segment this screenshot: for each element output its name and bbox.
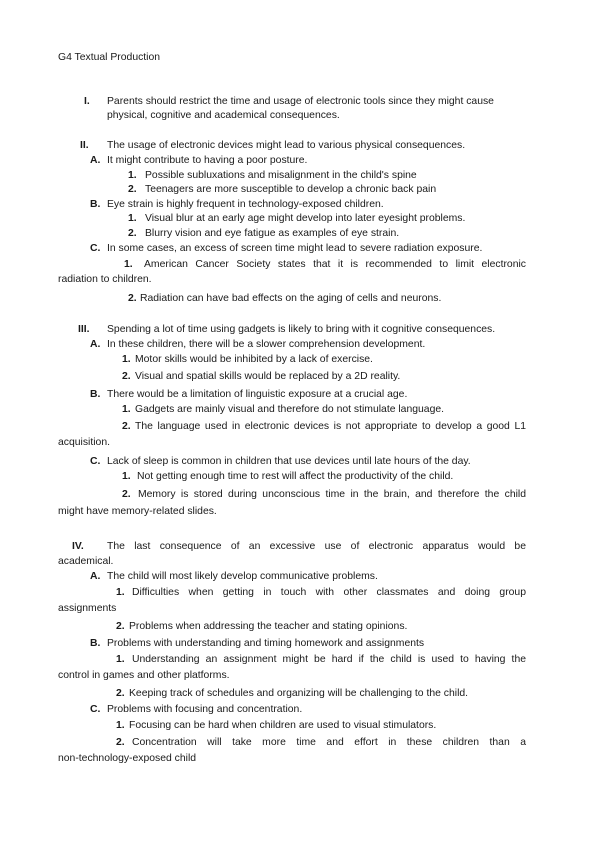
section-ii-numeral: II. — [80, 140, 89, 151]
section-iii-b-1-text: Gadgets are mainly visual and therefore do not stimulate language. — [135, 404, 445, 415]
section-iii-a-text: In these children, there will be a slower comprehension development. — [107, 339, 426, 350]
section-iii-c-2-num: 2. — [122, 489, 131, 500]
section-iii-a-2-num: 2. — [122, 371, 131, 382]
section-ii-b-2-text: Blurry vision and eye fatigue as examples of eye strain. — [145, 228, 400, 239]
section-iii-a-1-text: Motor skills would be inhibited by a lack of exercise. — [135, 354, 373, 365]
section-iii-b-2-cont: acquisition. — [58, 437, 110, 448]
section-iii-heading: Spending a lot of time using gadgets is likely to bring with it cognitive consequences. — [107, 324, 496, 335]
section-iv-heading-cont: academical. — [58, 556, 114, 567]
section-iv-a-text: The child will most likely develop communicative problems. — [107, 571, 378, 582]
section-i-line-2: physical, cognitive and academical consequences. — [107, 110, 340, 121]
section-iii-b-1-num: 1. — [122, 404, 131, 415]
section-iv-c-letter: C. — [90, 704, 101, 715]
section-ii-a-2-text: Teenagers are more susceptible to develop a chronic back pain — [145, 184, 437, 195]
section-ii-c-text: In some cases, an excess of screen time might lead to severe radiation exposure. — [107, 243, 483, 254]
section-ii-a-letter: A. — [90, 155, 101, 166]
section-ii-c-1-cont: radiation to children. — [58, 274, 152, 285]
section-ii-c-letter: C. — [90, 243, 101, 254]
section-ii-heading: The usage of electronic devices might lead to various physical consequences. — [107, 140, 466, 151]
section-iv-b-text: Problems with understanding and timing homework and assignments — [107, 638, 425, 649]
section-iv-b-1-num: 1. — [116, 654, 125, 665]
section-ii-a-1-num: 1. — [128, 170, 137, 181]
section-iv-a-letter: A. — [90, 571, 101, 582]
section-ii-b-1-num: 1. — [128, 213, 137, 224]
section-iii-b-letter: B. — [90, 389, 101, 400]
section-iii-a-2-text: Visual and spatial skills would be replaced by a 2D reality. — [135, 371, 401, 382]
section-ii-a-2-num: 2. — [128, 184, 137, 195]
section-iii-a-1-num: 1. — [122, 354, 131, 365]
section-iii-b-2-num: 2. — [122, 421, 131, 432]
section-ii-a-1-text: Possible subluxations and misalignment in the child's spine — [145, 170, 417, 181]
section-ii-c-2-num: 2. — [128, 293, 137, 304]
section-ii-b-text: Eye strain is highly frequent in technology-exposed children. — [107, 199, 384, 210]
section-iv-numeral: IV. — [72, 541, 84, 552]
section-iv-c-2-num: 2. — [116, 737, 125, 748]
section-iv-b-1-text: Understanding an assignment might be hard if the child is used to having the — [132, 654, 526, 665]
section-iv-b-2-num: 2. — [116, 688, 125, 699]
section-ii-b-1-text: Visual blur at an early age might develop into later eyesight problems. — [145, 213, 466, 224]
section-iv-heading: The last consequence of an excessive use of electronic apparatus would be — [107, 541, 526, 552]
section-iv-b-letter: B. — [90, 638, 101, 649]
section-iii-c-text: Lack of sleep is common in children that use devices until late hours of the day. — [107, 456, 471, 467]
section-iv-a-1-cont: assignments — [58, 603, 117, 614]
section-i-numeral: I. — [84, 96, 90, 107]
section-iii-b-text: There would be a limitation of linguistic exposure at a crucial age. — [107, 389, 408, 400]
section-iii-c-1-num: 1. — [122, 471, 131, 482]
section-iv-b-1-cont: control in games and other platforms. — [58, 670, 230, 681]
section-iv-c-2-cont: non-technology-exposed child — [58, 753, 197, 764]
section-iii-c-1-text: Not getting enough time to rest will affect the productivity of the child. — [137, 471, 454, 482]
section-iv-a-2-text: Problems when addressing the teacher and stating opinions. — [129, 621, 408, 632]
section-ii-c-2-text: Radiation can have bad effects on the aging of cells and neurons. — [140, 293, 442, 304]
document-title: G4 Textual Production — [58, 52, 161, 63]
section-i-line-1: Parents should restrict the time and usage of electronic tools since they might cause — [107, 96, 494, 107]
section-iv-a-1-text: Difficulties when getting in touch with other classmates and doing group — [132, 587, 526, 598]
section-ii-a-text: It might contribute to having a poor posture. — [107, 155, 308, 166]
section-iv-c-text: Problems with focusing and concentration. — [107, 704, 303, 715]
section-iii-c-2-cont: might have memory-related slides. — [58, 506, 217, 517]
section-ii-c-1-text: American Cancer Society states that it is recommended to limit electronic — [144, 259, 526, 270]
section-ii-c-1-num: 1. — [124, 259, 133, 270]
section-iii-b-2-text: The language used in electronic devices is not appropriate to develop a good L1 — [135, 421, 526, 432]
section-iv-a-2-num: 2. — [116, 621, 125, 632]
section-iv-b-2-text: Keeping track of schedules and organizing will be challenging to the child. — [129, 688, 469, 699]
section-iv-c-1-text: Focusing can be hard when children are used to visual stimulators. — [129, 720, 437, 731]
section-ii-b-2-num: 2. — [128, 228, 137, 239]
section-iii-a-letter: A. — [90, 339, 101, 350]
section-iv-a-1-num: 1. — [116, 587, 125, 598]
section-iv-c-1-num: 1. — [116, 720, 125, 731]
section-iii-c-letter: C. — [90, 456, 101, 467]
section-iii-c-2-text: Memory is stored during unconscious time in the brain, and therefore the child — [138, 489, 526, 500]
section-ii-b-letter: B. — [90, 199, 101, 210]
section-iv-c-2-text: Concentration will take more time and effort in these children than a — [132, 737, 526, 748]
section-iii-numeral: III. — [78, 324, 90, 335]
